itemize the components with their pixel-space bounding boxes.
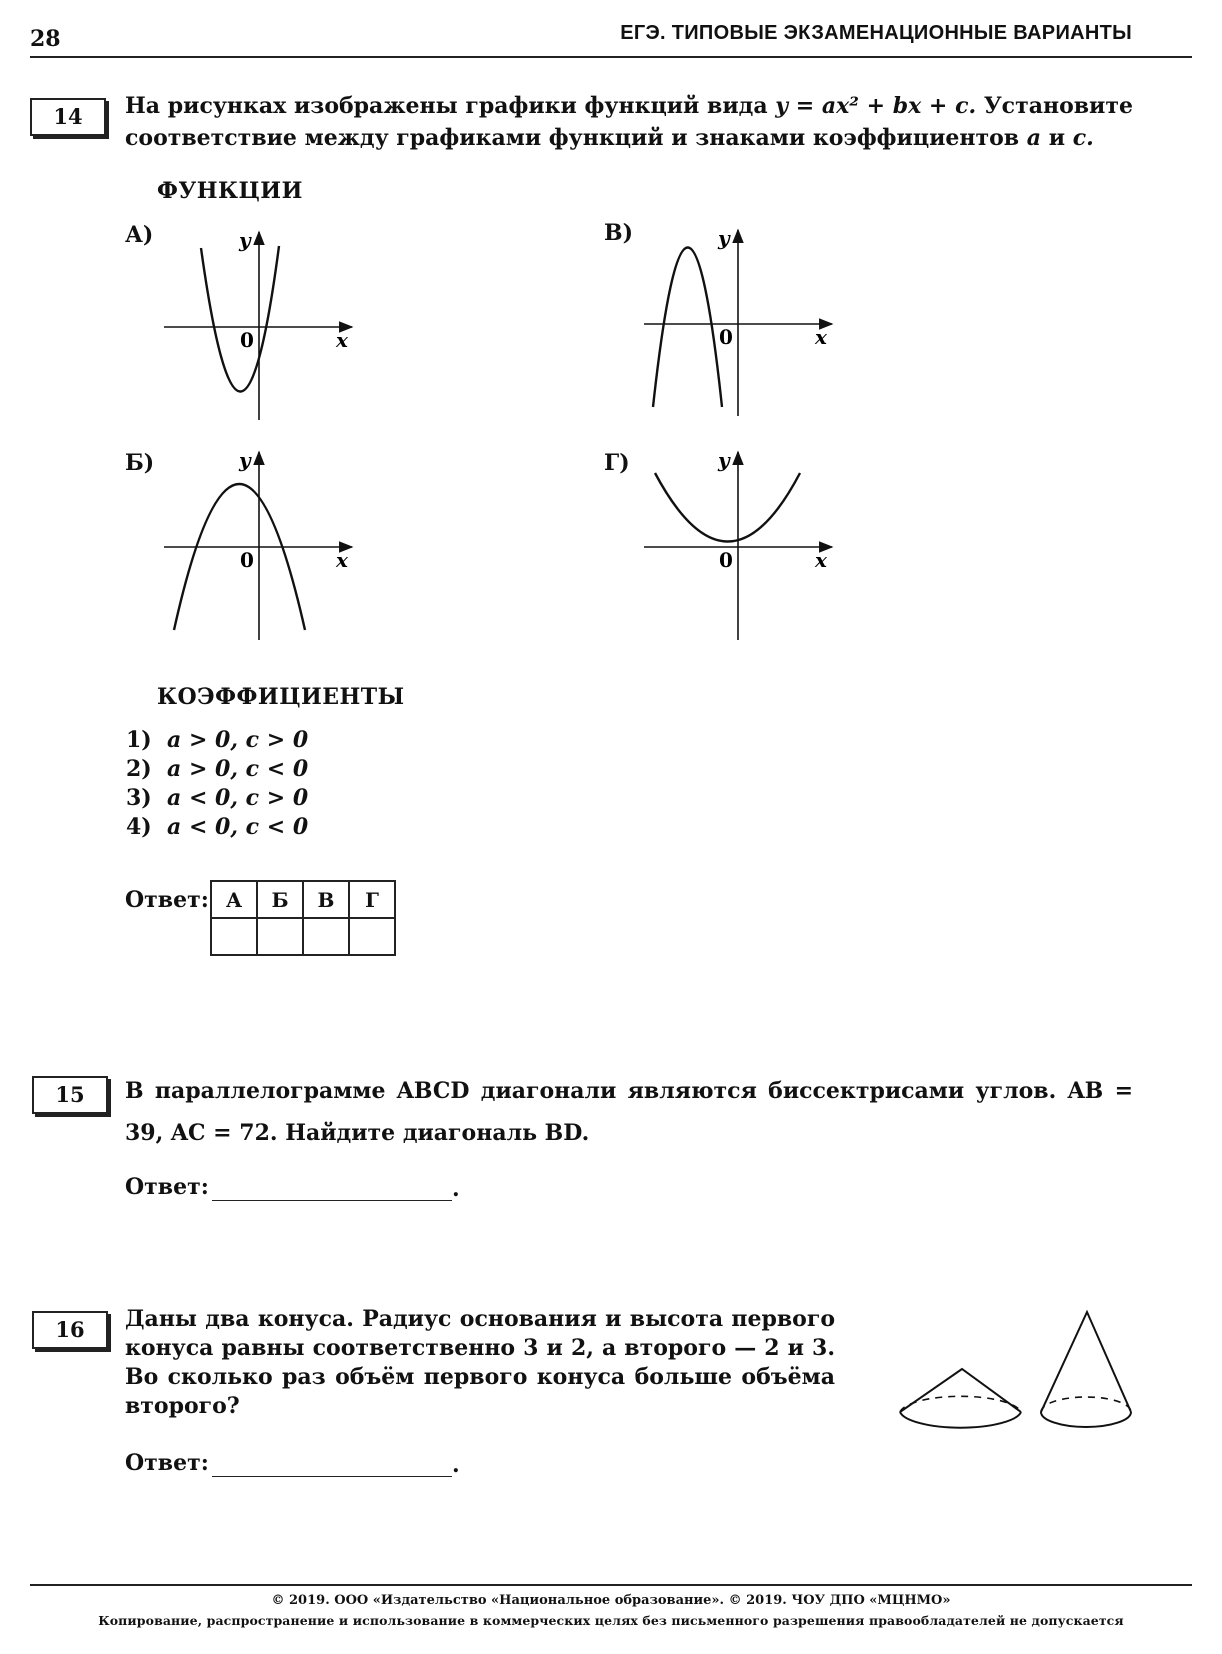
coefficient-option: 2) a > 0, c < 0 [126,756,309,782]
footer-copyright: © 2019. ООО «Издательство «Национальное образование». © 2019. ЧОУ ДПО «МЦНМО» [271,1593,951,1608]
task-16-answer-end: . [452,1452,460,1478]
graph-b-x-label: x [336,548,348,572]
task-15-answer-end: . [452,1176,460,1202]
task-16-answer-field[interactable] [212,1448,452,1477]
answer-header-g: Г [349,881,395,918]
graph-b-y-label: y [239,448,251,472]
header-title: ЕГЭ. ТИПОВЫЕ ЭКЗАМЕНАЦИОННЫЕ ВАРИАНТЫ [620,22,1132,44]
coefficient-list [126,726,308,842]
cone-2-base-front [1041,1412,1131,1427]
functions-caption: ФУНКЦИИ [157,178,303,204]
cone-2 [1041,1312,1131,1427]
graph-g-origin: 0 [719,548,733,572]
answer-cell-a[interactable] [211,918,257,955]
task-15-answer-label: Ответ: [125,1174,209,1200]
graph-v [644,230,832,416]
task-16-number: 16 [32,1311,108,1349]
coefficient-option: 1) a > 0, c > 0 [126,727,309,753]
cone-1 [900,1369,1021,1428]
graph-b-origin: 0 [240,548,254,572]
graph-a-x-label: x [336,328,348,352]
coefficients-caption: КОЭФФИЦИЕНТЫ [157,684,405,710]
graph-b [164,452,352,640]
task-15-number: 15 [32,1076,108,1114]
graph-g [644,452,832,640]
task-14-answer-table [210,880,396,956]
graph-a-y-label: y [239,228,251,252]
graph-v-x-label: x [815,325,827,349]
answer-cell-v[interactable] [303,918,349,955]
graph-letter-g: Г) [604,450,630,476]
graph-a-origin: 0 [240,328,254,352]
graph-g-y-label: y [718,448,730,472]
graph-letter-a: А) [125,222,154,248]
graph-v-origin: 0 [719,325,733,349]
task-16-answer-label: Ответ: [125,1450,209,1476]
cone-2-base-back [1041,1397,1131,1412]
coefficient-option: 4) a < 0, c < 0 [126,814,309,840]
task-14-answer-label: Ответ: [125,887,209,913]
cone-2-sides [1041,1312,1131,1412]
answer-header-b: Б [257,881,303,918]
graph-v-y-label: y [718,226,730,250]
task-16-text: Даны два конуса. Радиус основания и высота первого конуса равны соответственно 3 и 2, а второго — 2 и 3. Во сколько раз объём первого конуса больше объёма второго? [125,1306,835,1419]
answer-cell-g[interactable] [349,918,395,955]
footer-rule [30,1584,1192,1586]
page-number: 28 [30,26,61,52]
footer-notice: Копирование, распространение и использование в коммерческих целях без письменного разрешения правообладателей не допускается [98,1613,1124,1628]
graph-g-parabola [655,473,800,542]
graph-letter-b: Б) [125,450,155,476]
graph-g-x-label: x [815,548,827,572]
cone-1-base-front [900,1412,1021,1428]
graph-letter-v: В) [604,220,634,246]
answer-header-v: В [303,881,349,918]
task-15-answer-field[interactable] [212,1172,452,1201]
coefficient-option: 3) a < 0, c > 0 [126,785,309,811]
answer-cell-b[interactable] [257,918,303,955]
graph-a [164,232,352,420]
cone-1-sides [900,1369,1021,1412]
answer-header-a: А [211,881,257,918]
task-14-text: На рисунках изображены графики функций вида y = ax² + bx + c. Установите соответствие между графиками функций и знаками коэффициентов a и c. [125,93,1133,151]
graph-v-parabola [653,248,722,408]
task-14-number: 14 [30,98,106,136]
graph-a-parabola [201,246,279,392]
task-15-text: В параллелограмме ABCD диагонали являются биссектрисами углов. AB = 39, AC = 72. Найдите диагональ BD. [125,1078,1133,1146]
